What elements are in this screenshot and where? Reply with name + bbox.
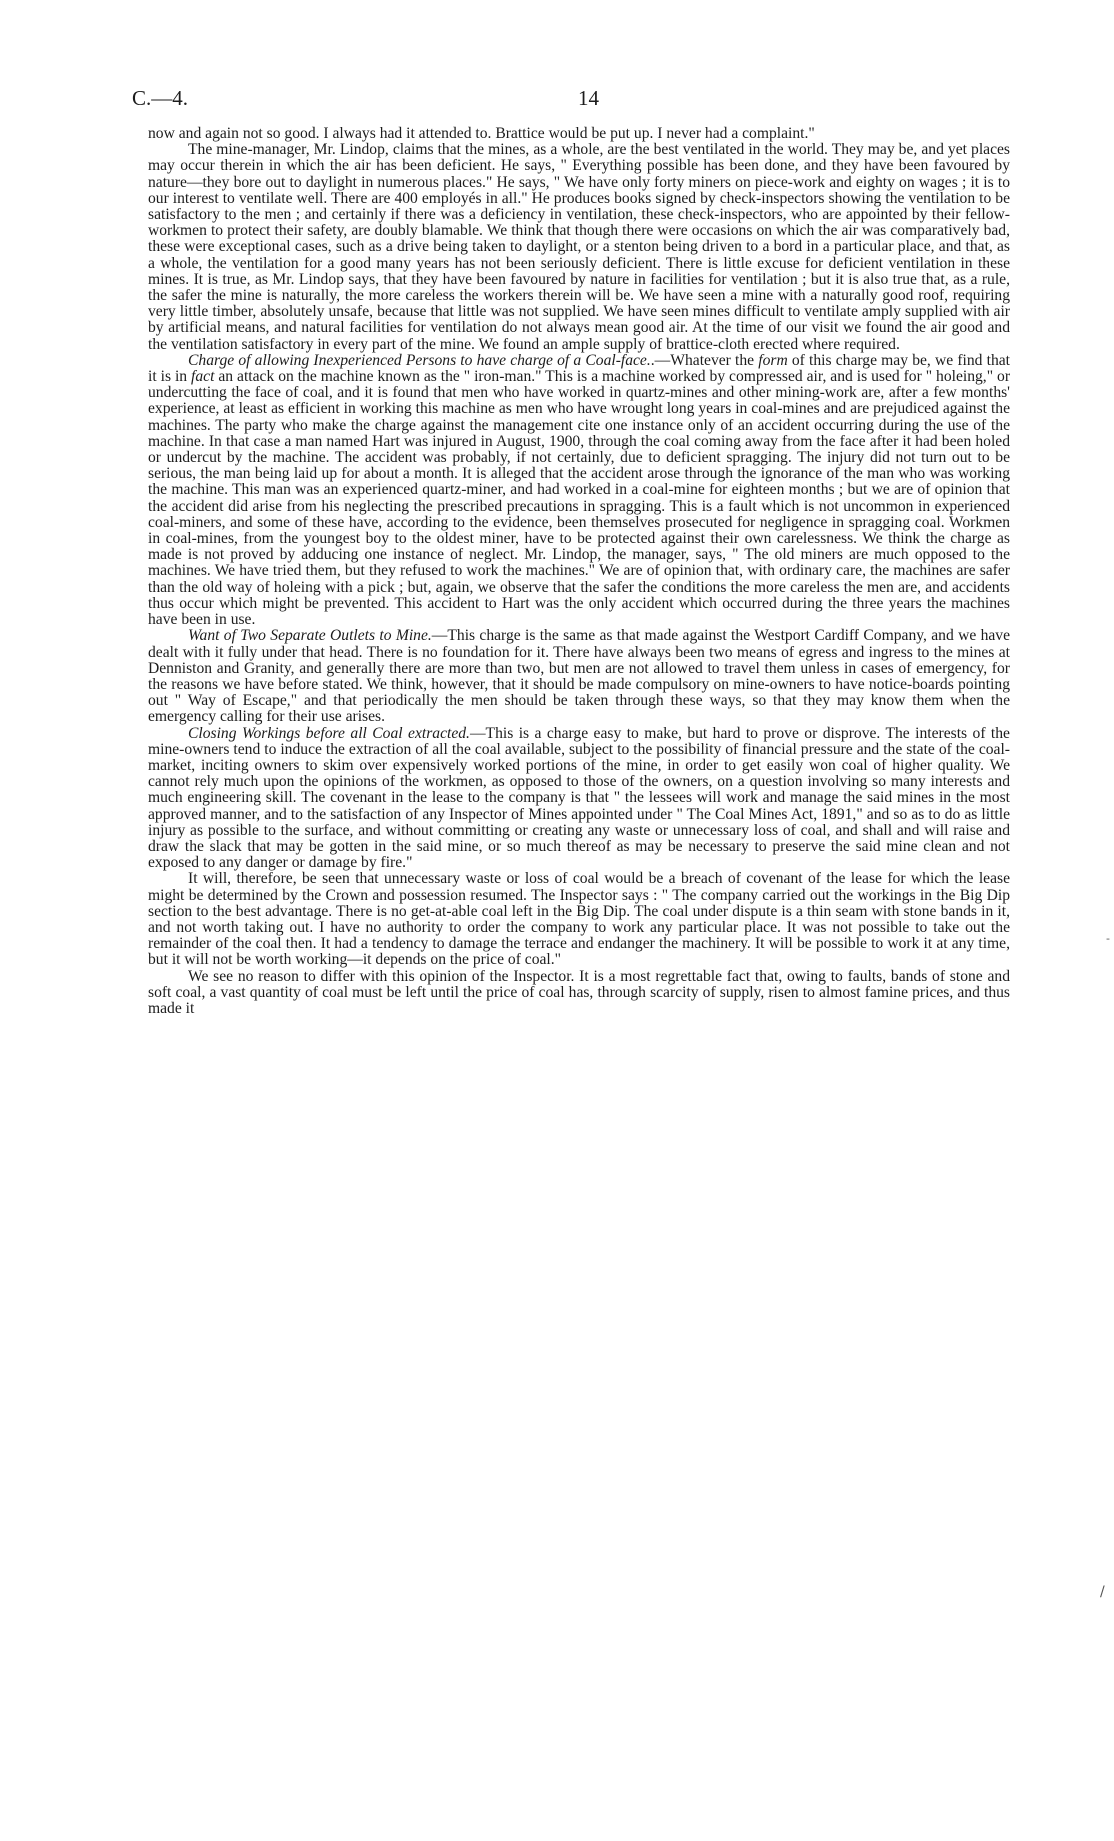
paragraph-covenant (148, 871, 1010, 968)
section-heading: Want of Two Separate Outlets to Mine. (188, 627, 432, 645)
paragraph-text: The mine-manager, Mr. Lindop, claims that the mines, as a whole, are the best ventilated in the world. They may be, and yet places may occur therein in which the air has been deficient. He says, " Everything possible has been done, and they have been favoured by nature—they bore out to daylight in numerous places." He says, " We have only forty miners on piece-work and eighty on wages ; it is to our interest to ventilate well. There are 400 employés in all." He produces books signed by check-inspectors showing the ventilation to be satisfactory to the men ; and certainly if there was a deficiency in ventilation, these check-inspectors, who are appointed by their fellow-workmen to protect their safety, are doubly blamable. We think that though there were occasions on which the air was comparatively bad, these were exceptional cases, such as a drive being taken to daylight, or a stenton being driven to a bord in a particular place, and that, as a whole, the ventilation for a good many years has not been seriously deficient. There is little excuse for deficient ventilation in these mines. It is true, as Mr. Lindop says, that they have been favoured by nature in facilities for ventilation ; but it is also true that, as a rule, the safer the mine is naturally, the more careless the workers therein will be. We have seen a mine with a naturally good roof, requiring very little timber, absolutely unsafe, because that little was not supplied. We have seen mines difficult to ventilate amply supplied with air by artificial means, and natural facilities for ventilation do not always mean good air. At the time of our visit we found the air good and the ventilation satisfactory in every part of the mine. We found an ample supply of brattice-cloth erected where required. (148, 141, 1010, 353)
body-text (148, 126, 1010, 1017)
paragraph-text: .—Whatever the (650, 351, 759, 369)
section-heading: Closing Workings before all Coal extracted. (188, 724, 470, 742)
paragraph-ventilation (148, 142, 1010, 353)
paragraph-text: —This is a charge easy to make, but hard to prove or disprove. The interests of the mine-owners tend to induce the extraction of all the coal available, subject to the possibility of financial pressure and the state of the coal-market, inciting owners to skim over expensively worked portions of the mine, in order to get easily won coal of higher quality. We cannot rely much upon the opinions of the workmen, as opposed to those of the owners, on a question involving so many interests and much engineering skill. The covenant in the lease to the company is that " the lessees will work and manage the said mines in the most approved manner, and to the satisfaction of any Inspector of Mines appointed under " The Coal Mines Act, 1891," and so as to do as little injury as possible to the surface, and without committing or creating any waste or unnecessary loss of coal, and shall and will raise and draw the slack that may be gotten in the said mine, or so much thereof as may be necessary to preserve the said mine clean and not exposed to any danger or damage by fire." (148, 724, 1010, 872)
paragraph-inexperienced-persons (148, 353, 1010, 628)
paragraph-text: of this charge may be, we find that it is in (148, 351, 1010, 386)
paragraph-text: It will, therefore, be seen that unnecessary waste or loss of coal would be a breach of covenant of the lease for which the lease might be determined by the Crown and possession resumed. The Inspector says : " The company carried out the workings in the Big Dip section to the best advantage. There is no get-at-able coal left in the Big Dip. The coal under dispute is a thin seam with stone bands in it, and not worth taking out. I have no authority to order the company to work any particular place. It was not possible to take out the remainder of the coal then. It had a tendency to damage the terrace and endanger the machinery. It will be possible to work it at any time, but it will not be worth working—it depends on the price of coal." (148, 870, 1010, 969)
section-heading: Charge of allowing Inexperienced Persons to have charge of a Coal-face. (188, 351, 651, 369)
paragraph-text: We see no reason to differ with this opinion of the Inspector. It is a most regrettable fact that, owing to faults, bands of stone and soft coal, a vast quantity of coal must be left until the price of coal has, through scarcity of supply, risen to almost famine prices, and thus made it (148, 967, 1010, 1017)
emphasis-text: form (758, 351, 788, 369)
paragraph-two-outlets (148, 628, 1010, 725)
document-code: C.—4. (132, 86, 189, 110)
margin-mark: / (1100, 1584, 1105, 1600)
margin-mark: - (1106, 932, 1110, 945)
paragraph-text: —This charge is the same as that made against the Westport Cardiff Company, and we have dealt with it fully under that head. There is no foundation for it. There have always been two means of egress and ingress to the mines at Denniston and Granity, and generally there are more than two, but men are not allowed to travel them unless in cases of emergency, for the reasons we have before stated. We think, however, that it should be made compulsory on mine-owners to have notice-boards pointing out " Way of Escape," and that periodically the men should be taken through these ways, so that they may know them when the emergency calling for their use arises. (148, 627, 1011, 726)
paragraph-continuation (148, 126, 1010, 142)
document-page (132, 86, 1011, 1017)
paragraph-closing-workings (148, 726, 1010, 872)
emphasis-text: fact (191, 368, 215, 386)
paragraph-text: now and again not so good. I always had it attended to. Brattice would be put up. I never had a complaint." (148, 125, 815, 142)
paragraph-text: an attack on the machine known as the " iron-man." This is a machine worked by compressed air, and is used for " holeing," or undercutting the face of coal, and it is found that men who have worked in quartz-mines and other mining-work are, after a few months' experience, at least as efficient in working this machine as men who have wrought long years in coal-mines and are prejudiced against the machines. The party who make the charge against the management cite one instance only of an accident occurring during the use of the machine. In that case a man named Hart was injured in August, 1900, through the coal coming away from the face after it had been holed or undercut by the machine. The accident was probably, if not certainly, due to deficient spragging. The injury did not turn out to be serious, the man being laid up for about a month. It is alleged that the accident arose through the ignorance of the man who was working the machine. This man was an experienced quartz-miner, and had worked in a coal-mine for eighteen months ; but we are of opinion that the accident did arise from his neglecting the prescribed precautions in spragging. This is a fault which is not uncommon in experienced coal-miners, and some of these have, according to the evidence, been themselves prosecuted for negligence in spragging coal. Workmen in coal-mines, from the youngest boy to the oldest miner, have to be protected against their own carelessness. We think the charge as made is not proved by adducing one instance of neglect. Mr. Lindop, the manager, says, " The old miners are much opposed to the machines. We have tried them, but they refused to work the machines." We are of opinion that, with ordinary care, the machines are safer than the old way of holeing with a pick ; but, again, we observe that the safer the conditions the more careless the men are, and accidents thus occur which might be prevented. This accident to Hart was the only accident which occurred during the three years the machines have been in use. (148, 368, 1011, 629)
page-header (132, 86, 1010, 126)
paragraph-inspector-opinion (148, 969, 1010, 1018)
page-number: 14 (578, 86, 599, 110)
